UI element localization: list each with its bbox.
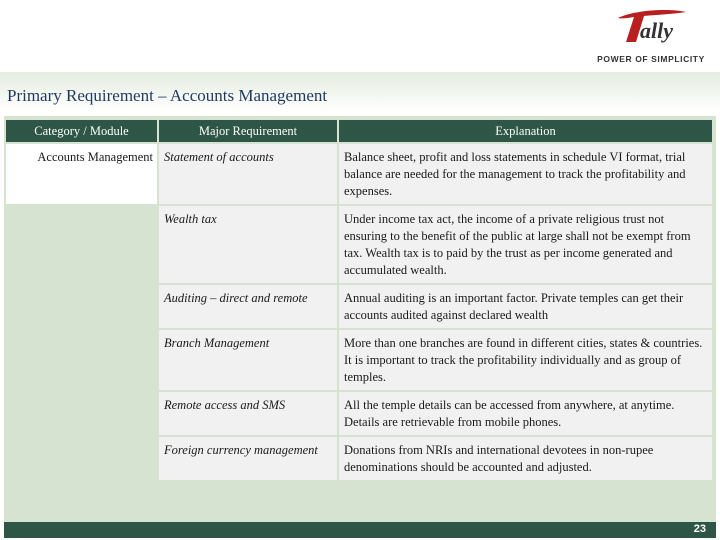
table-row bbox=[6, 144, 712, 204]
tally-logo-mark bbox=[614, 8, 694, 50]
requirement-cell: Foreign currency management bbox=[159, 437, 337, 480]
table-row bbox=[6, 330, 712, 390]
requirement-cell: Statement of accounts bbox=[159, 144, 337, 204]
category-cell bbox=[6, 437, 157, 480]
header-requirement: Major Requirement bbox=[159, 120, 337, 142]
explanation-cell: All the temple details can be accessed from anywhere, at anytime. Details are retrievable from mobile phones. bbox=[339, 392, 712, 435]
requirement-cell: Branch Management bbox=[159, 330, 337, 390]
header-explanation: Explanation bbox=[339, 120, 712, 142]
footer-bar bbox=[4, 522, 716, 538]
table-row bbox=[6, 285, 712, 328]
page-number: 23 bbox=[693, 523, 706, 535]
explanation-cell: Under income tax act, the income of a private religious trust not ensuring to the benefit of the public at large shall not be exempt from tax. Wealth tax is to paid by the trust as per income generated and accumulated wealth. bbox=[339, 206, 712, 283]
page-title: Primary Requirement – Accounts Management bbox=[7, 86, 328, 105]
table-row bbox=[6, 392, 712, 435]
logo-tagline: POWER OF SIMPLICITY bbox=[597, 54, 705, 64]
category-cell bbox=[6, 392, 157, 435]
requirements-table bbox=[4, 118, 714, 482]
category-cell bbox=[6, 330, 157, 390]
category-cell bbox=[6, 285, 157, 328]
requirement-cell: Remote access and SMS bbox=[159, 392, 337, 435]
requirement-cell: Wealth tax bbox=[159, 206, 337, 283]
category-cell: Accounts Management bbox=[6, 144, 157, 204]
header-category: Category / Module bbox=[6, 120, 157, 142]
table-row bbox=[6, 437, 712, 480]
svg-text:ally: ally bbox=[640, 18, 673, 43]
explanation-cell: Annual auditing is an important factor. Private temples can get their accounts audited against declared wealth bbox=[339, 285, 712, 328]
explanation-cell: More than one branches are found in different cities, states & countries. It is important to track the profitability individually and as group of temples. bbox=[339, 330, 712, 390]
requirement-cell: Auditing – direct and remote bbox=[159, 285, 337, 328]
explanation-cell: Donations from NRIs and international devotees in non-rupee denominations should be accounted and adjusted. bbox=[339, 437, 712, 480]
table-header-row bbox=[6, 120, 712, 142]
explanation-cell: Balance sheet, profit and loss statements in schedule VI format, trial balance are needed for the management to track the profitability and expenses. bbox=[339, 144, 712, 204]
category-cell bbox=[6, 206, 157, 283]
table-row bbox=[6, 206, 712, 283]
tally-logo bbox=[590, 8, 712, 64]
